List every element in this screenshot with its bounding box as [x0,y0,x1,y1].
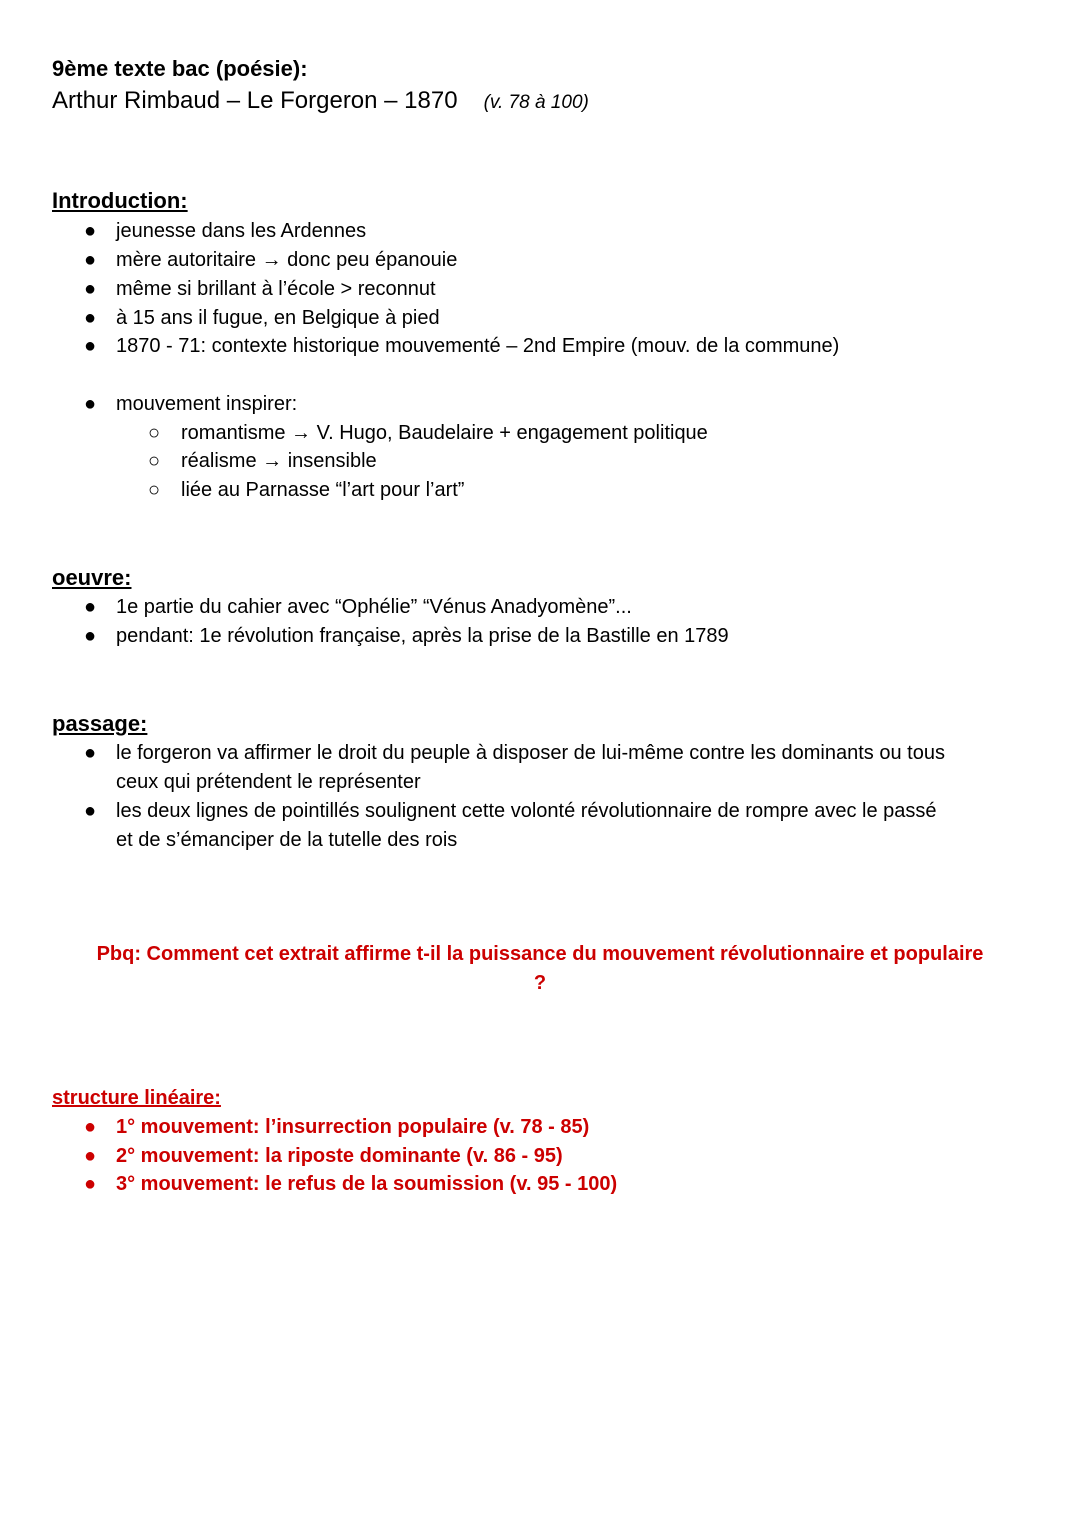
problematique: Pbq: Comment cet extrait affirme t-il la puissance du mouvement révolutionnaire et populaire [96,943,984,965]
verse-range: (v. 78 à 100) [483,92,589,113]
introduction-heading: Introduction: [52,188,188,213]
list-item [84,1142,563,1171]
sub-list-item [148,419,708,448]
list-item-text: pendant: 1e révolution française, après la prise de la Bastille en 1789 [116,625,729,647]
bullet-icon: ● [84,278,97,300]
list-item [84,217,366,246]
bullet-icon: ● [84,1173,97,1195]
bullet-icon: ● [84,1145,97,1167]
list-item [84,390,297,419]
list-item [84,304,440,333]
list-item [84,622,729,651]
list-item-text: 3° mouvement: le refus de la soumission (v. 95 - 100) [116,1173,618,1195]
bullet-icon: ● [84,625,97,647]
list-item-text: réalisme → insensible [181,450,377,472]
sub-list-item [148,447,377,476]
hollow-bullet-icon: ○ [148,479,161,501]
list-item [84,593,632,622]
hollow-bullet-icon: ○ [148,450,161,472]
bullet-icon: ● [84,742,97,764]
problematique-end: ? [533,972,547,994]
bullet-icon: ● [84,800,97,822]
work-reference: Arthur Rimbaud – Le Forgeron – 1870 [52,87,458,114]
list-item-continuation: et de s’émanciper de la tutelle des rois [116,829,458,851]
list-item-text: les deux lignes de pointillés soulignent cette volonté révolutionnaire de rompre avec le passé [116,800,937,822]
list-item-text: 1° mouvement: l’insurrection populaire (v. 78 - 85) [116,1116,590,1138]
bullet-icon: ● [84,596,97,618]
bullet-icon: ● [84,393,97,415]
list-item-text: 1870 - 71: contexte historique mouvementé – 2nd Empire (mouv. de la commune) [116,335,840,357]
list-item-text: le forgeron va affirmer le droit du peuple à disposer de lui-même contre les dominants ou tous [116,742,945,764]
list-item [84,797,937,826]
list-item-text: même si brillant à l’école > reconnut [116,278,436,300]
document-title: 9ème texte bac (poésie): [52,56,308,81]
bullet-icon: ● [84,249,97,271]
bullet-icon: ● [84,220,97,242]
bullet-icon: ● [84,335,97,357]
list-item-continuation: ceux qui prétendent le représenter [116,771,421,793]
sub-list-item [148,476,464,505]
oeuvre-heading: oeuvre: [52,565,132,590]
list-item-text: 2° mouvement: la riposte dominante (v. 86 - 95) [116,1145,563,1167]
document-subtitle [52,86,589,115]
list-item-text: jeunesse dans les Ardennes [116,220,367,242]
list-item [84,246,457,275]
bullet-icon: ● [84,1116,97,1138]
hollow-bullet-icon: ○ [148,422,161,444]
list-item-text: à 15 ans il fugue, en Belgique à pied [116,307,440,329]
list-item-text: mouvement inspirer: [116,393,298,415]
bullet-icon: ● [84,307,97,329]
list-item [84,739,945,768]
list-item-text: liée au Parnasse “l’art pour l’art” [181,479,465,501]
list-item-text: mère autoritaire → donc peu épanouie [116,249,458,271]
structure-heading: structure linéaire: [52,1087,221,1109]
list-item [84,1113,589,1142]
list-item-text: romantisme → V. Hugo, Baudelaire + engagement politique [181,422,708,444]
list-item [84,1170,617,1199]
passage-heading: passage: [52,711,148,736]
list-item-text: 1e partie du cahier avec “Ophélie” “Vénus Anadyomène”... [116,596,632,618]
list-item [84,332,839,361]
list-item [84,275,436,304]
